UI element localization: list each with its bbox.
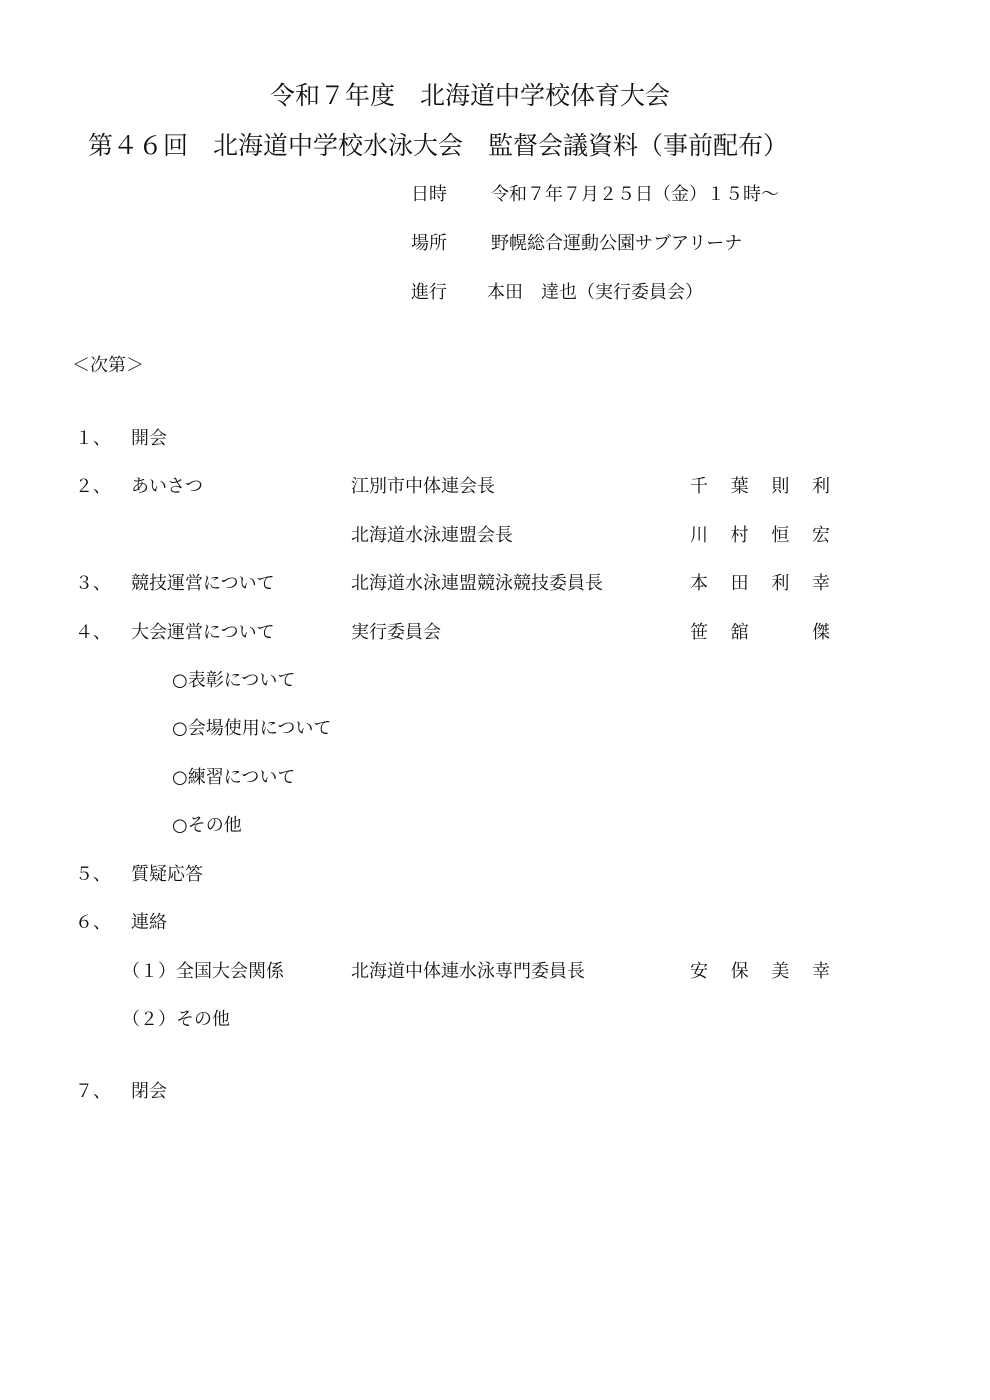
speaker-organization: 実行委員会: [351, 622, 441, 643]
agenda-item-label: あいさつ: [131, 476, 203, 497]
place-label: 場所: [411, 233, 447, 254]
name-char: 舘: [730, 622, 749, 643]
speaker-organization: 北海道中体連水泳専門委員長: [351, 961, 585, 982]
agenda-item-number: ７、: [75, 1081, 111, 1102]
speaker-name: [690, 569, 830, 595]
agenda-subitem: （１）全国大会関係: [122, 961, 284, 982]
name-char: 則: [771, 476, 790, 497]
speaker-name: [690, 957, 830, 983]
agenda-item-label: 閉会: [131, 1081, 167, 1102]
name-char: 千: [690, 476, 708, 497]
agenda-item-number: ３、: [75, 573, 111, 594]
name-char: 笹: [690, 622, 708, 643]
name-char: 村: [730, 525, 749, 546]
agenda-subitem: ○練習について: [172, 767, 296, 788]
agenda-item-label: 大会運営について: [131, 622, 275, 643]
agenda-heading: ＜次第＞: [72, 355, 144, 376]
name-char: 幸: [811, 961, 830, 982]
speaker-organization: 江別市中体連会長: [351, 476, 495, 497]
agenda-subitem: ○表彰について: [172, 670, 296, 691]
speaker-name: [690, 618, 830, 644]
date-label: 日時: [411, 184, 447, 205]
name-char: 安: [690, 961, 708, 982]
document-title: 令和７年度 北海道中学校体育大会: [269, 81, 670, 110]
agenda-item-label: 競技運営について: [131, 573, 275, 594]
name-char: 保: [730, 961, 749, 982]
name-char: 利: [811, 476, 830, 497]
agenda-item-number: ５、: [75, 864, 111, 885]
name-char: 恒: [771, 525, 790, 546]
name-char: 川: [690, 525, 708, 546]
name-char: 利: [771, 573, 790, 594]
agenda-item-number: ４、: [75, 622, 111, 643]
agenda-item-number: １、: [75, 428, 111, 449]
agenda-item-number: ２、: [75, 476, 111, 497]
speaker-name: [690, 472, 830, 498]
host-label: 進行: [411, 282, 447, 303]
date-value: 令和７年７月２５日（金）１５時～: [491, 184, 779, 205]
speaker-organization: 北海道水泳連盟競泳競技委員長: [351, 573, 603, 594]
agenda-subitem: ○会場使用について: [172, 718, 332, 739]
speaker-name: [690, 521, 830, 547]
host-value: 本田 達也（実行委員会）: [487, 282, 703, 303]
place-value: 野幌総合運動公園サブアリーナ: [491, 233, 743, 254]
agenda-item-label: 質疑応答: [131, 864, 203, 885]
speaker-organization: 北海道水泳連盟会長: [351, 525, 513, 546]
name-char: 本: [690, 573, 708, 594]
name-char: [771, 618, 789, 644]
name-char: 葉: [730, 476, 749, 497]
agenda-item-label: 連絡: [131, 912, 167, 933]
agenda-subitem: （２）その他: [122, 1009, 230, 1030]
name-char: 美: [771, 961, 790, 982]
agenda-item-number: ６、: [75, 912, 111, 933]
agenda-item-label: 開会: [131, 428, 167, 449]
name-char: 傑: [811, 622, 830, 643]
name-char: 田: [730, 573, 749, 594]
name-char: 幸: [811, 573, 830, 594]
document-subtitle: 第４６回 北海道中学校水泳大会 監督会議資料（事前配布）: [88, 131, 789, 160]
name-char: 宏: [811, 525, 830, 546]
agenda-subitem: ○その他: [172, 815, 242, 836]
